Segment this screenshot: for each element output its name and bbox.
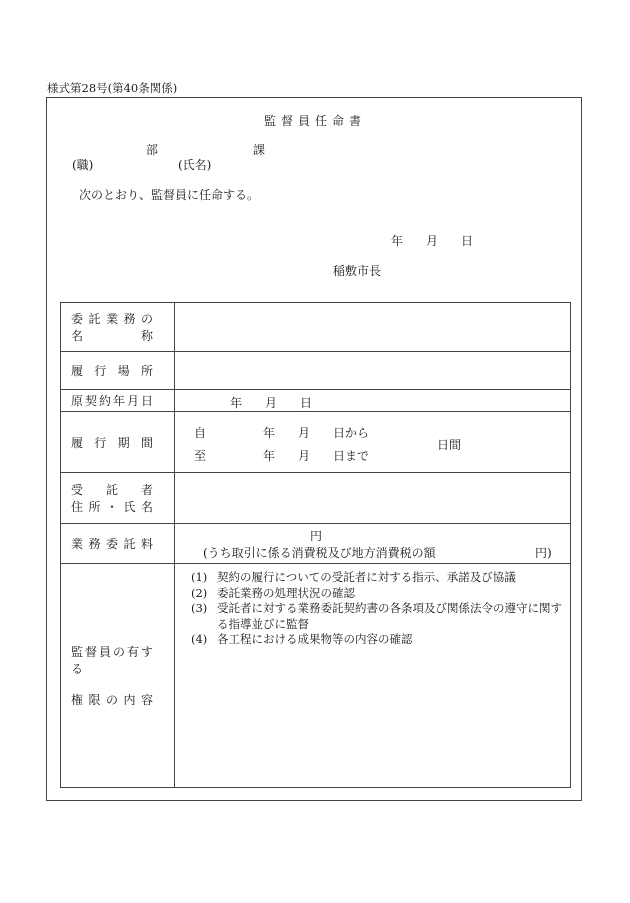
business-name-label: 委託業務の 名 称 <box>61 303 175 352</box>
period-to-day: 日まで <box>333 449 370 463</box>
performance-period-value[interactable] <box>175 412 571 473</box>
name-label: (氏名) <box>178 158 212 172</box>
appointment-table <box>60 302 571 788</box>
period-from-label: 自 <box>194 426 207 440</box>
authority-list <box>175 564 570 648</box>
fee-yen-unit: 円 <box>310 529 323 543</box>
date-day-label: 日 <box>461 234 474 248</box>
commission-fee-label: 業務委託料 <box>61 524 175 564</box>
period-to-month: 月 <box>298 449 311 463</box>
table-row <box>61 390 571 412</box>
table-row <box>61 303 571 352</box>
business-name-value[interactable] <box>175 303 571 352</box>
period-from-month: 月 <box>298 426 311 440</box>
table-row <box>61 473 571 524</box>
date-year-label: 年 <box>391 234 404 248</box>
performance-place-label: 履行場所 <box>61 352 175 390</box>
table-row <box>61 412 571 473</box>
table-row <box>61 564 571 788</box>
list-item: (3) 受託者に対する業務委託契約書の各条項及び関係法令の遵守に関する指導並びに監督 <box>191 601 562 631</box>
performance-period-label: 履行期間 <box>61 412 175 473</box>
period-to-label: 至 <box>194 449 207 463</box>
original-contract-date-label: 原契約年月日 <box>61 390 175 412</box>
department-label: 部 <box>146 143 159 157</box>
tax-note: (うち取引に係る消費税及び地方消費税の額 <box>203 546 436 560</box>
contract-year: 年 <box>230 396 243 410</box>
business-name-label-sho: 称 <box>140 329 153 343</box>
performance-place-value[interactable] <box>175 352 571 390</box>
period-to-year: 年 <box>263 449 276 463</box>
business-name-label-na: 名 <box>71 329 84 343</box>
original-contract-date-value[interactable] <box>175 390 571 412</box>
form-number: 様式第28号(第40条関係) <box>47 81 178 95</box>
section-label: 課 <box>253 143 266 157</box>
date-month-label: 月 <box>426 234 439 248</box>
list-item: (2) 委託業務の処理状況の確認 <box>191 585 355 600</box>
period-from-day: 日から <box>333 426 370 440</box>
table-row <box>61 352 571 390</box>
appointment-statement: 次のとおり、監督員に任命する。 <box>79 188 260 202</box>
contract-day: 日 <box>300 396 313 410</box>
tax-yen-unit: 円) <box>535 546 552 560</box>
document-title: 監督員任命書 <box>263 114 366 128</box>
table-row <box>61 524 571 564</box>
commission-fee-value[interactable] <box>175 524 571 564</box>
contract-month: 月 <box>265 396 278 410</box>
list-item: (4) 各工程における成果物等の内容の確認 <box>191 632 413 646</box>
issuer-name: 稲敷市長 <box>333 264 382 278</box>
period-days-label: 日間 <box>437 438 462 452</box>
period-from-year: 年 <box>263 426 276 440</box>
authority-label: 監督員の有する 権限の内容 <box>61 564 175 788</box>
contractor-value[interactable] <box>175 473 571 524</box>
list-item: (1) 契約の履行についての受託者に対する指示、承諾及び協議 <box>191 570 516 584</box>
contractor-label: 受託者 住所・氏名 <box>61 473 175 524</box>
position-label: (職) <box>72 158 94 172</box>
authority-content[interactable] <box>175 564 571 788</box>
